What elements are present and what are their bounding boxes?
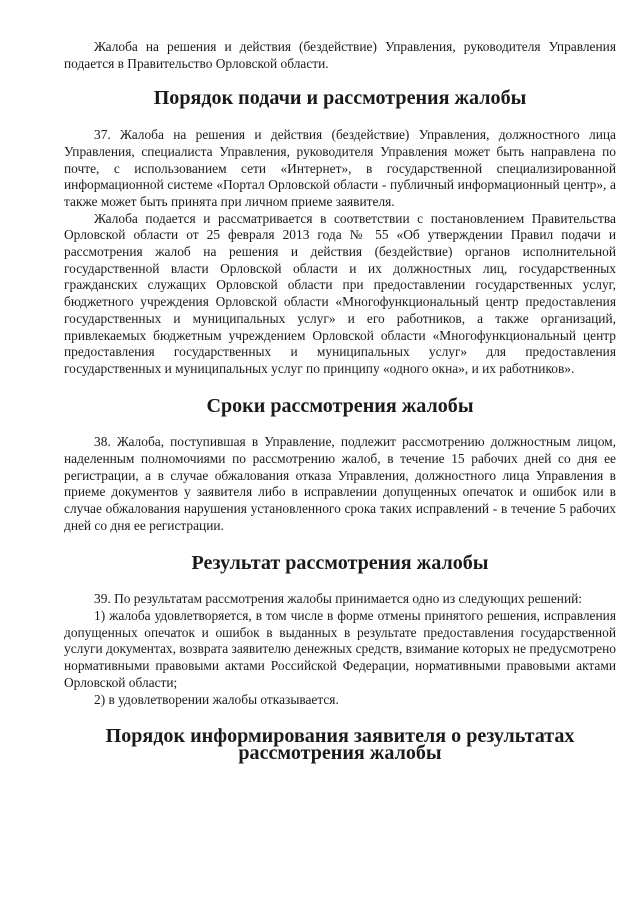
paragraph-39: 39. По результатам рассмотрения жалобы принимается одно из следующих решений: bbox=[94, 591, 583, 607]
intro-paragraph: Жалоба на решения и действия (бездействие) Управления, руководителя Управления подается в Правительство Орловской области. bbox=[64, 39, 616, 71]
paragraph-38: 38. Жалоба, поступившая в Управление, подлежит рассмотрению должностным лицом, наделенным полномочиями по рассмотрению жалоб, в течение 15 рабочих дней со дня ее регистрации, а в случае обжалования отказа Управления, должностного лица Управления в приеме документов у заявителя либо в исправлении допущенных опечаток и ошибок или в случае обжалования нарушения установленного срока таких исправлений - в течение 5 рабочих дней со дня ее регистрации. bbox=[64, 434, 616, 533]
list-item-1: 1) жалоба удовлетворяется, в том числе в форме отмены принятого решения, исправления допущенных опечаток и ошибок в выданных в результате предоставления государственной услуги документах, возврата заявителю денежных средств, взимание которых не предусмотрено нормативными правовыми актами Российской Федерации, нормативными правовыми актами Орловской области; bbox=[64, 607, 616, 690]
list-item-2: 2) в удовлетворении жалобы отказывается. bbox=[94, 691, 339, 707]
section-heading-result: Результат рассмотрения жалобы bbox=[191, 551, 489, 574]
section-heading-deadlines: Сроки рассмотрения жалобы bbox=[206, 394, 474, 417]
section-heading-informing: Порядок информирования заявителя о результатах рассмотрения жалобы bbox=[105, 725, 575, 764]
document-page bbox=[64, 39, 616, 762]
section-heading-submission: Порядок подачи и рассмотрения жалобы bbox=[153, 87, 527, 110]
paragraph-37: 37. Жалоба на решения и действия (бездействие) Управления, должностного лица Управления, специалиста Управления, руководителя Управления может быть направлена по почте, с использованием сети «Интернет», в государственной специализированной информационной системе «Портал Орловской области - публичный информационный центр», а также может быть принята при личном приеме заявителя. bbox=[64, 127, 616, 209]
paragraph-37-regulation: Жалоба подается и рассматривается в соответствии с постановлением Правительства Орловской области от 25 февраля 2013 года № 55 «Об утверждении Правил подачи и рассмотрения жалоб на решения и действия (бездействие) органов исполнительной государственной власти Орловской области и их должностных лиц, государственных гражданских служащих Орловской области при предоставлении государственных услуг, бюджетного учреждения Орловской области «Многофункциональный центр предоставления государственных и муниципальных услуг» и его работников, а также организаций, привлекаемых бюджетным учреждением Орловской области «Многофункциональный центр предоставления государственных и муниципальных услуг» для предоставления государственных и муниципальных услуг по принципу «одного окна», и их работников». bbox=[64, 210, 616, 376]
